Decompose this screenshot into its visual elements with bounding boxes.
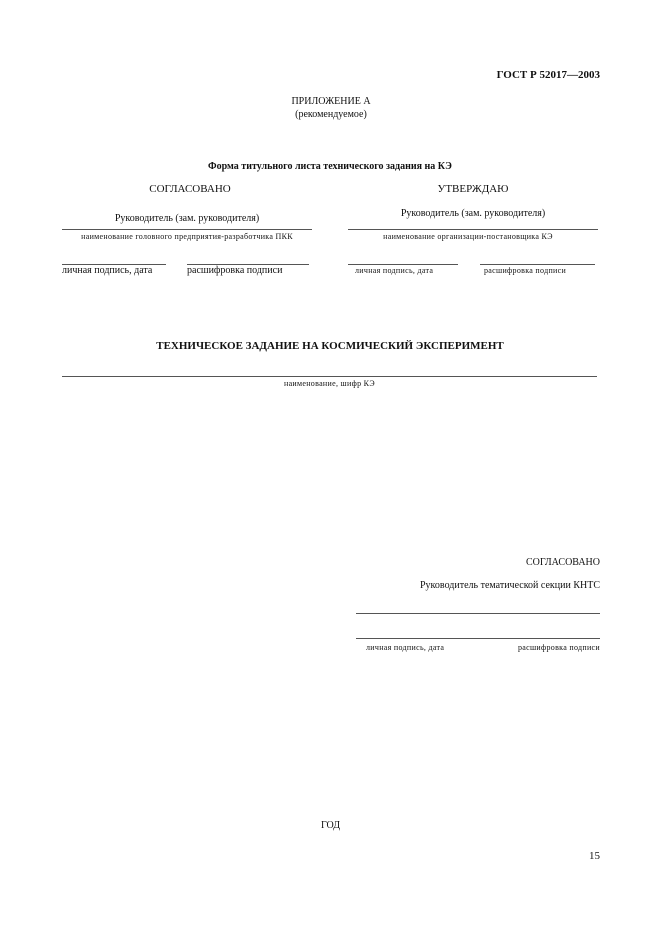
bottom-decode-caption: расшифровка подписи: [517, 643, 600, 652]
left-role: Руководитель (зам. руководителя): [114, 213, 260, 224]
page-number: 15: [589, 850, 600, 862]
left-org-line: [62, 229, 312, 230]
right-decode-line: [480, 264, 595, 265]
right-org-line: [348, 229, 598, 230]
document-code: ГОСТ Р 52017—2003: [496, 69, 600, 81]
main-name-line: [62, 376, 597, 377]
annex-title: ПРИЛОЖЕНИЕ А: [291, 96, 371, 107]
annex-status: (рекомендуемое): [295, 109, 367, 120]
form-title: Форма титульного листа технического задания на КЭ: [208, 161, 452, 172]
right-decode-caption: расшифровка подписи: [484, 266, 567, 275]
right-role: Руководитель (зам. руководителя): [400, 208, 546, 219]
right-sign-caption: личная подпись, дата: [355, 266, 434, 275]
right-org-caption: наименование организации-постановщика КЭ: [383, 232, 553, 241]
bottom-name-line: [356, 613, 600, 614]
left-org-caption: наименование головного предприятия-разработчика ПКК: [81, 232, 293, 241]
year-label: ГОД: [321, 820, 341, 831]
left-sign-caption: личная подпись, дата: [62, 265, 153, 276]
left-heading: СОГЛАСОВАНО: [149, 183, 231, 195]
bottom-sign-line: [356, 638, 600, 639]
left-decode-caption: расшифровка подписи: [187, 265, 283, 276]
main-caption: наименование, шифр КЭ: [284, 379, 375, 388]
right-sign-line: [348, 264, 458, 265]
bottom-sign-caption: личная подпись, дата: [366, 643, 445, 652]
main-title: ТЕХНИЧЕСКОЕ ЗАДАНИЕ НА КОСМИЧЕСКИЙ ЭКСПЕРИМЕНТ: [156, 340, 504, 352]
bottom-role: Руководитель тематической секции КНТС: [420, 580, 600, 591]
bottom-heading: СОГЛАСОВАНО: [525, 557, 600, 568]
right-heading: УТВЕРЖДАЮ: [437, 183, 509, 195]
